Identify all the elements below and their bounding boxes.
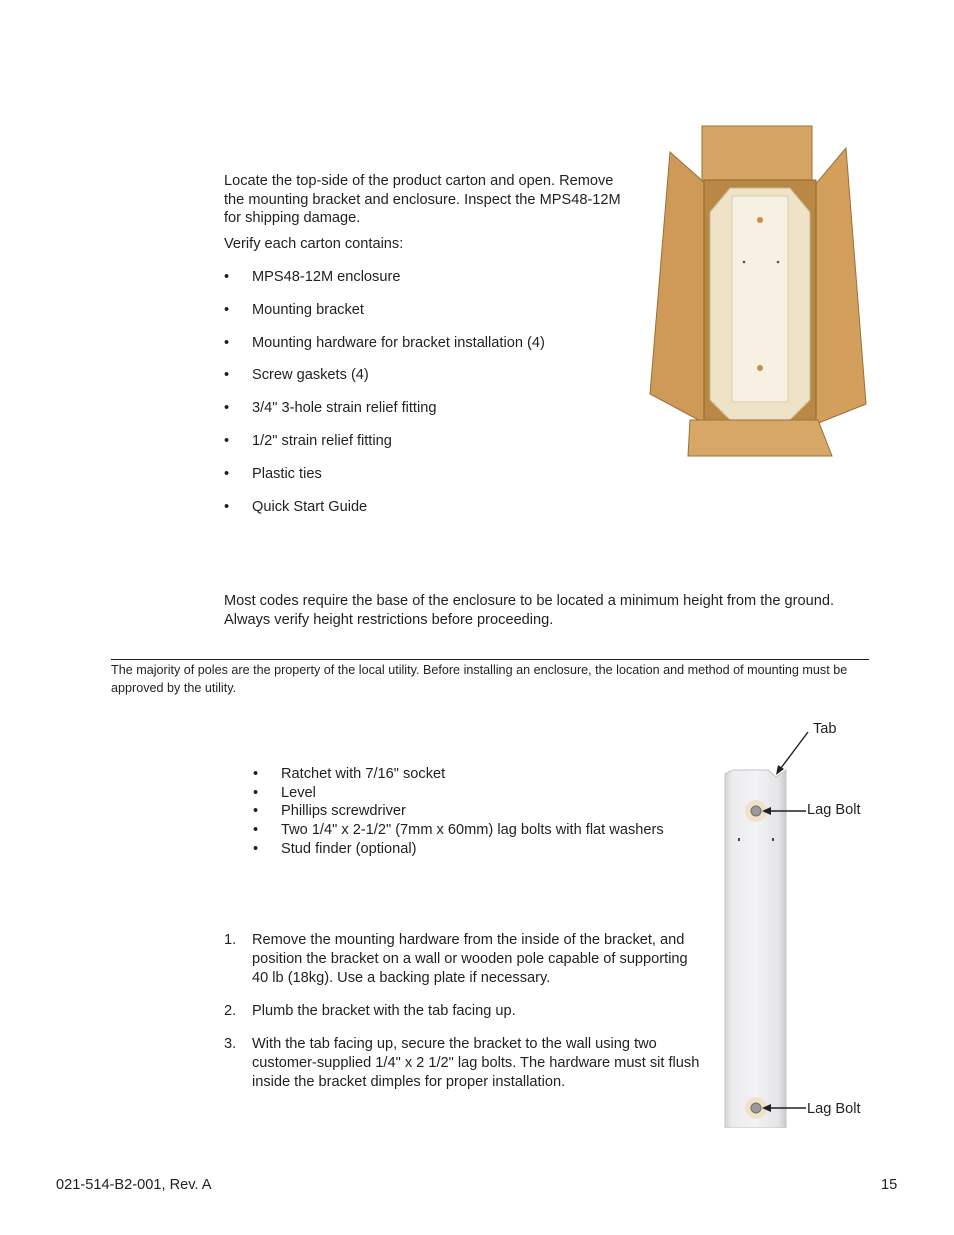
height-codes-paragraph: Most codes require the base of the enclosure to be located a minimum height from the ground. Always verify height restrictions before proceeding. <box>224 593 835 628</box>
verify-contents-text: Verify each carton contains: <box>224 236 404 252</box>
lag-bolt-label-top: Lag Bolt <box>807 802 861 818</box>
footer-page-number: 15 <box>881 1177 898 1193</box>
tab-label: Tab <box>813 721 837 737</box>
mounting-bracket-figure <box>700 722 810 1128</box>
note-divider <box>111 659 869 660</box>
footer-doc-number: 021-514-B2-001, Rev. A <box>56 1177 212 1193</box>
lag-bolt-label-bottom: Lag Bolt <box>807 1101 861 1117</box>
product-carton-image <box>648 124 870 458</box>
intro-paragraph: Locate the top-side of the product carton and open. Remove the mounting bracket and enclosure. Inspect the MPS48-12M for shipping damage. <box>224 173 621 226</box>
utility-note: The majority of poles are the property of the local utility. Before installing an enclosure, the location and method of mounting must be approved by the utility. <box>111 663 848 695</box>
